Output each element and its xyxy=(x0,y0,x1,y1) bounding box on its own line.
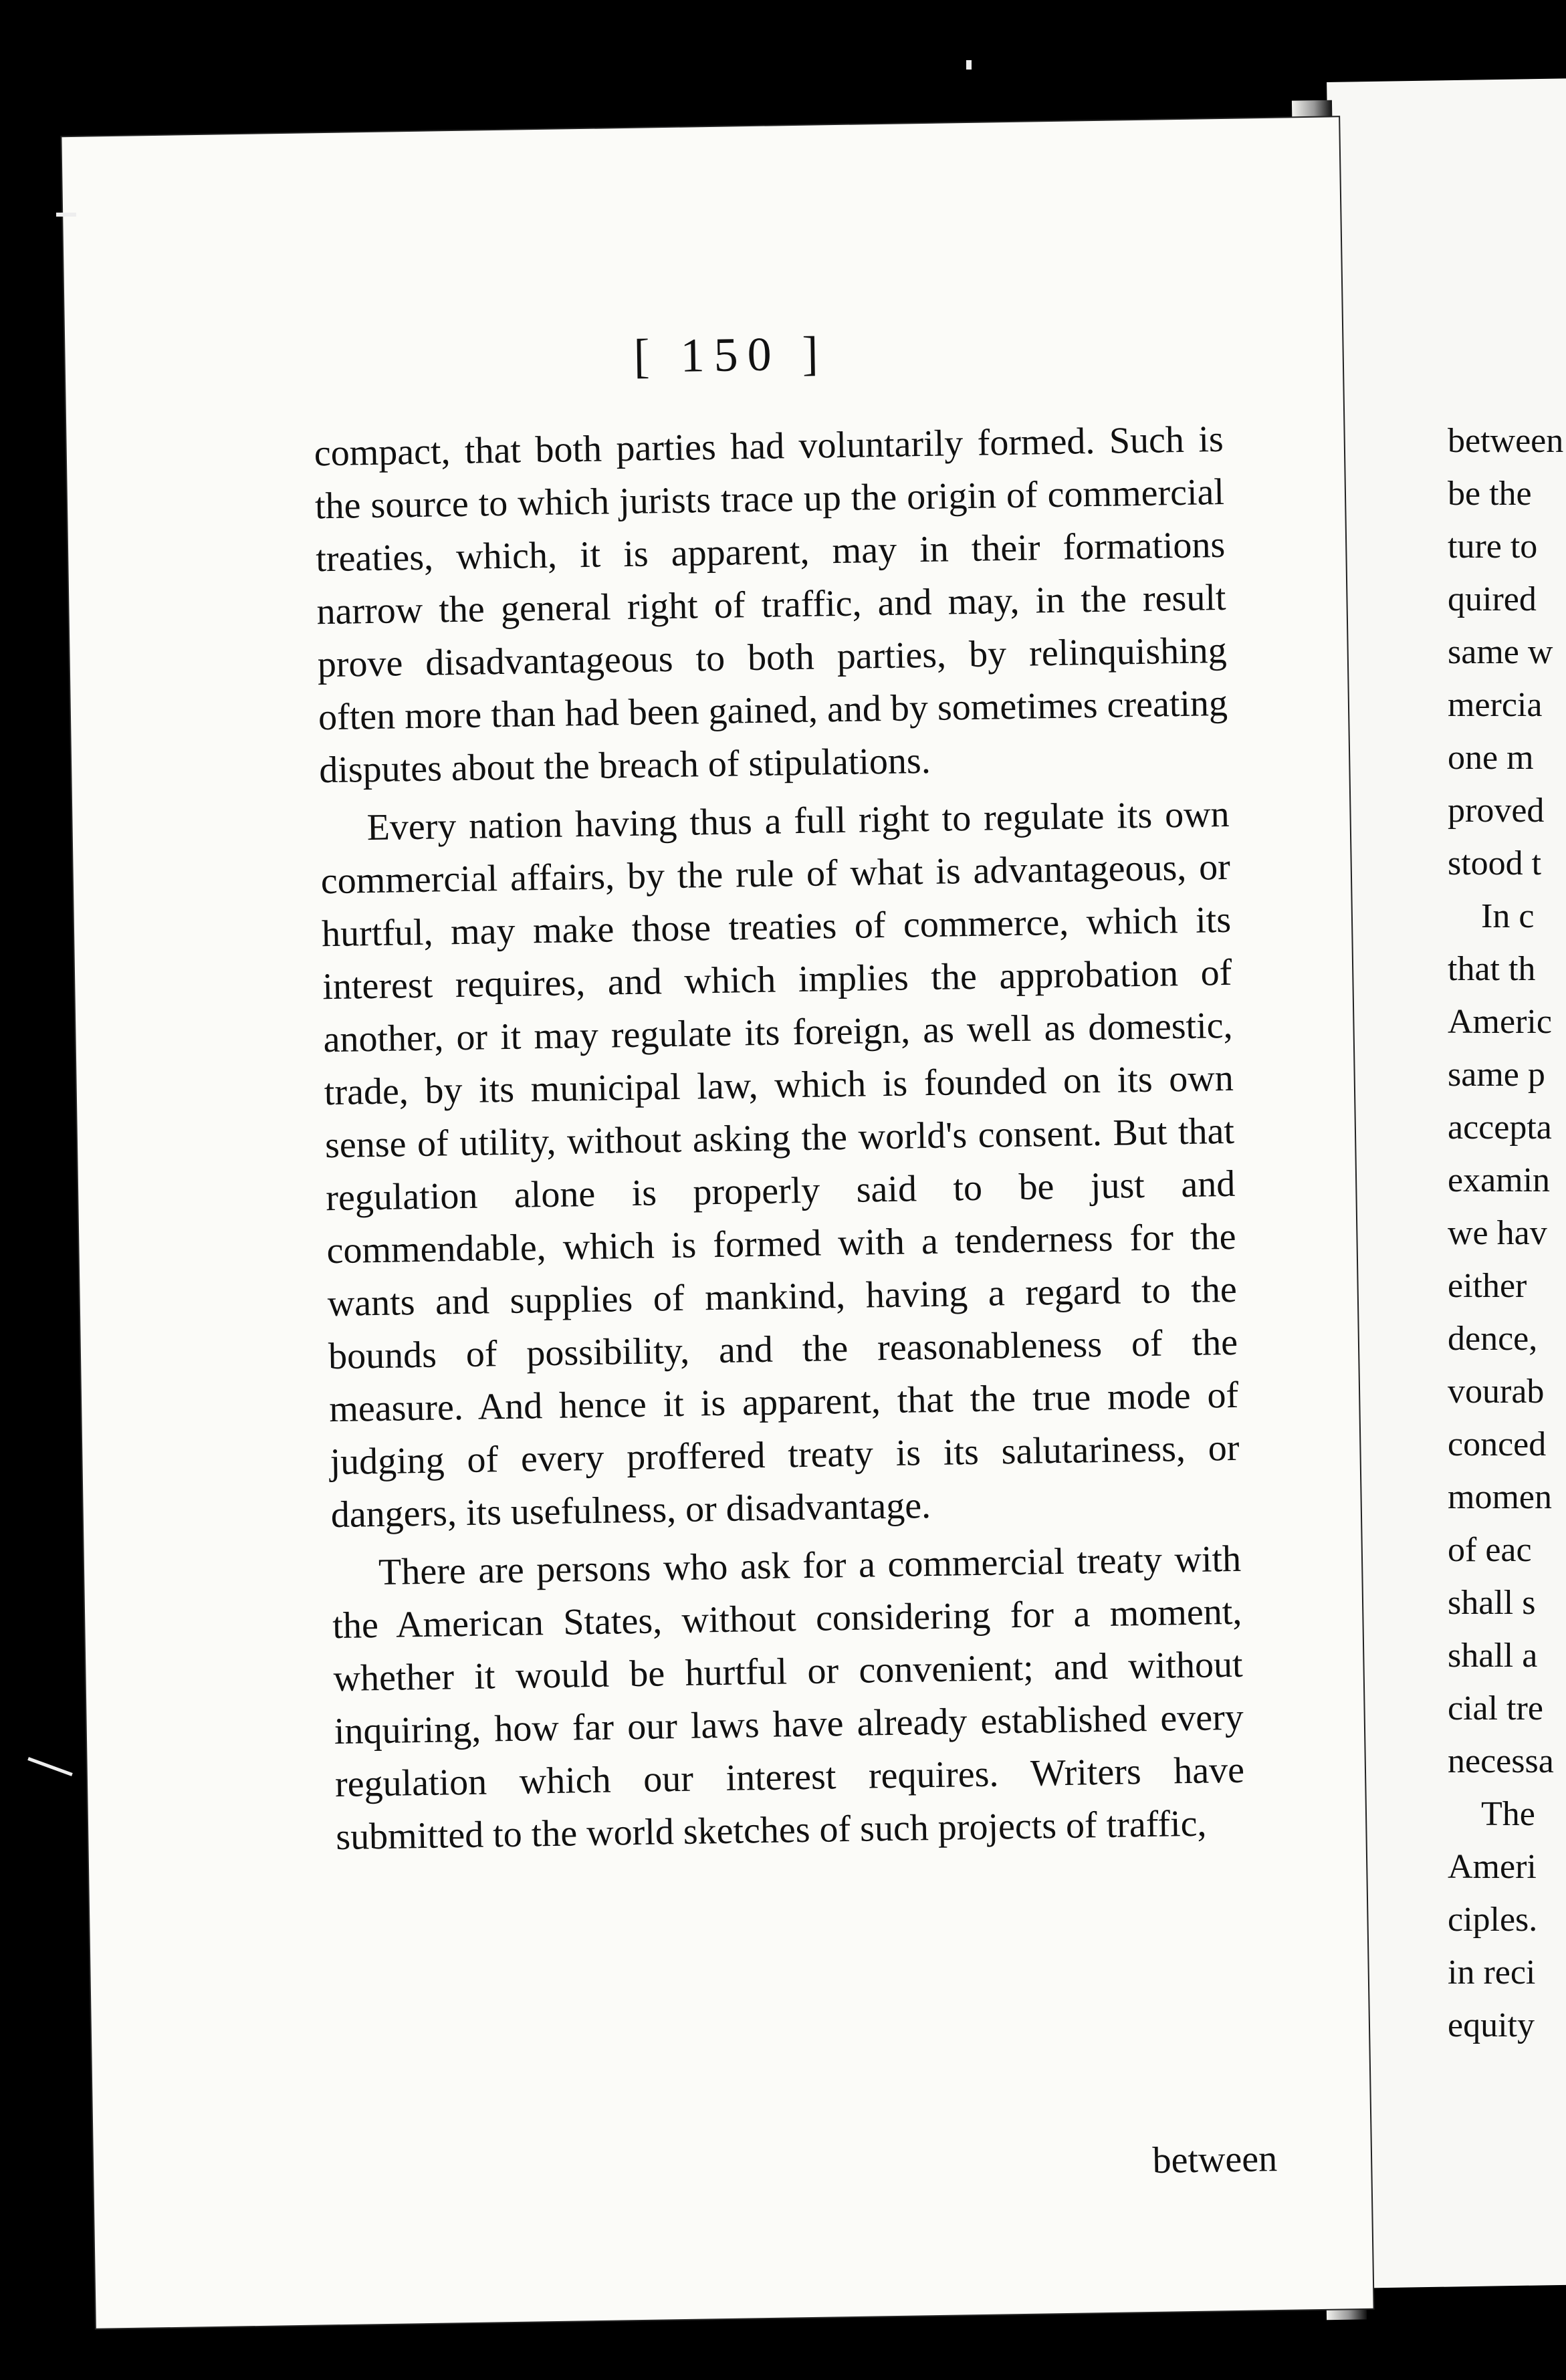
right-line: that th xyxy=(1448,950,1536,988)
right-page-text xyxy=(1448,414,1566,2052)
right-line: in reci xyxy=(1448,1953,1536,1992)
right-line: examin xyxy=(1448,1161,1551,1199)
body-text xyxy=(314,413,1246,1864)
catchword: between xyxy=(1152,2138,1278,2181)
scan-artifact xyxy=(966,60,972,70)
right-line: Ameri xyxy=(1448,1848,1537,1886)
right-line: proved xyxy=(1448,792,1545,830)
right-line: shall s xyxy=(1448,1584,1536,1622)
right-line: equity xyxy=(1448,2006,1535,2044)
right-line: either xyxy=(1448,1267,1527,1305)
page-number-header: [ 150 ] xyxy=(633,326,828,383)
left-page xyxy=(62,117,1373,2329)
paragraph: There are persons who ask for a commercial treaty with the American States, without considering for a moment, whether it would be hurtful or convenient; and without inquiring, how far our laws have already established every regulation which our interest requires. Writers have submitted to the world sketches of such projects of traffic, xyxy=(332,1538,1245,1859)
right-line: same w xyxy=(1448,633,1553,671)
right-line: momen xyxy=(1448,1478,1552,1516)
right-line: In c xyxy=(1481,897,1535,935)
right-line: of eac xyxy=(1448,1531,1532,1569)
right-line: same p xyxy=(1448,1056,1545,1094)
right-line: Americ xyxy=(1448,1003,1552,1041)
right-line: stood t xyxy=(1448,844,1542,882)
right-line: mercia xyxy=(1448,686,1543,724)
right-line: between xyxy=(1448,422,1564,460)
right-line: shall a xyxy=(1448,1637,1538,1675)
right-line: cial tre xyxy=(1448,1689,1543,1728)
right-line: one m xyxy=(1448,739,1534,777)
scan-artifact xyxy=(27,1757,72,1776)
right-line: conced xyxy=(1448,1425,1547,1463)
right-line: The xyxy=(1481,1795,1535,1833)
right-line: necessa xyxy=(1448,1742,1554,1780)
right-line: we hav xyxy=(1448,1214,1547,1252)
right-line: dence, xyxy=(1448,1320,1538,1358)
right-line: quired xyxy=(1448,580,1537,618)
paragraph: Every nation having thus a full right to regulate its own commercial affairs, by the rule of what is advantageous, or hurtful, may make those treaties of commerce, which its interest requires, and which implies the approbation of another, or it may regulate its foreign, as well as domestic, trade, by its municipal law, which is founded on its own sense of utility, without asking the world's consent. But that regulation alone is properly said to be just and commendable, which is formed with a tenderness for the wants and supplies of mankind, having a regard to the bounds of possibility, and the reasonableness of the measure. And hence it is apparent, that the true mode of judging of every proffered treaty is its salutariness, or dangers, its usefulness, or disadvantage. xyxy=(320,793,1240,1536)
right-line: ciples. xyxy=(1448,1901,1538,1939)
right-line: be the xyxy=(1448,475,1532,513)
right-line: accepta xyxy=(1448,1108,1552,1147)
scan-artifact xyxy=(56,213,76,217)
right-line: vourab xyxy=(1448,1373,1545,1411)
paragraph: compact, that both parties had voluntarily formed. Such is the source to which jurists trace up the origin of commercial treaties, which, it is apparent, may in their formations narrow the general right of traffic, and may, in the result prove disadvantageous to both parties, by relinquishing often more than had been gained, and by sometimes creating disputes about the breach of stipulations. xyxy=(314,418,1228,792)
right-line: ture to xyxy=(1448,527,1538,566)
